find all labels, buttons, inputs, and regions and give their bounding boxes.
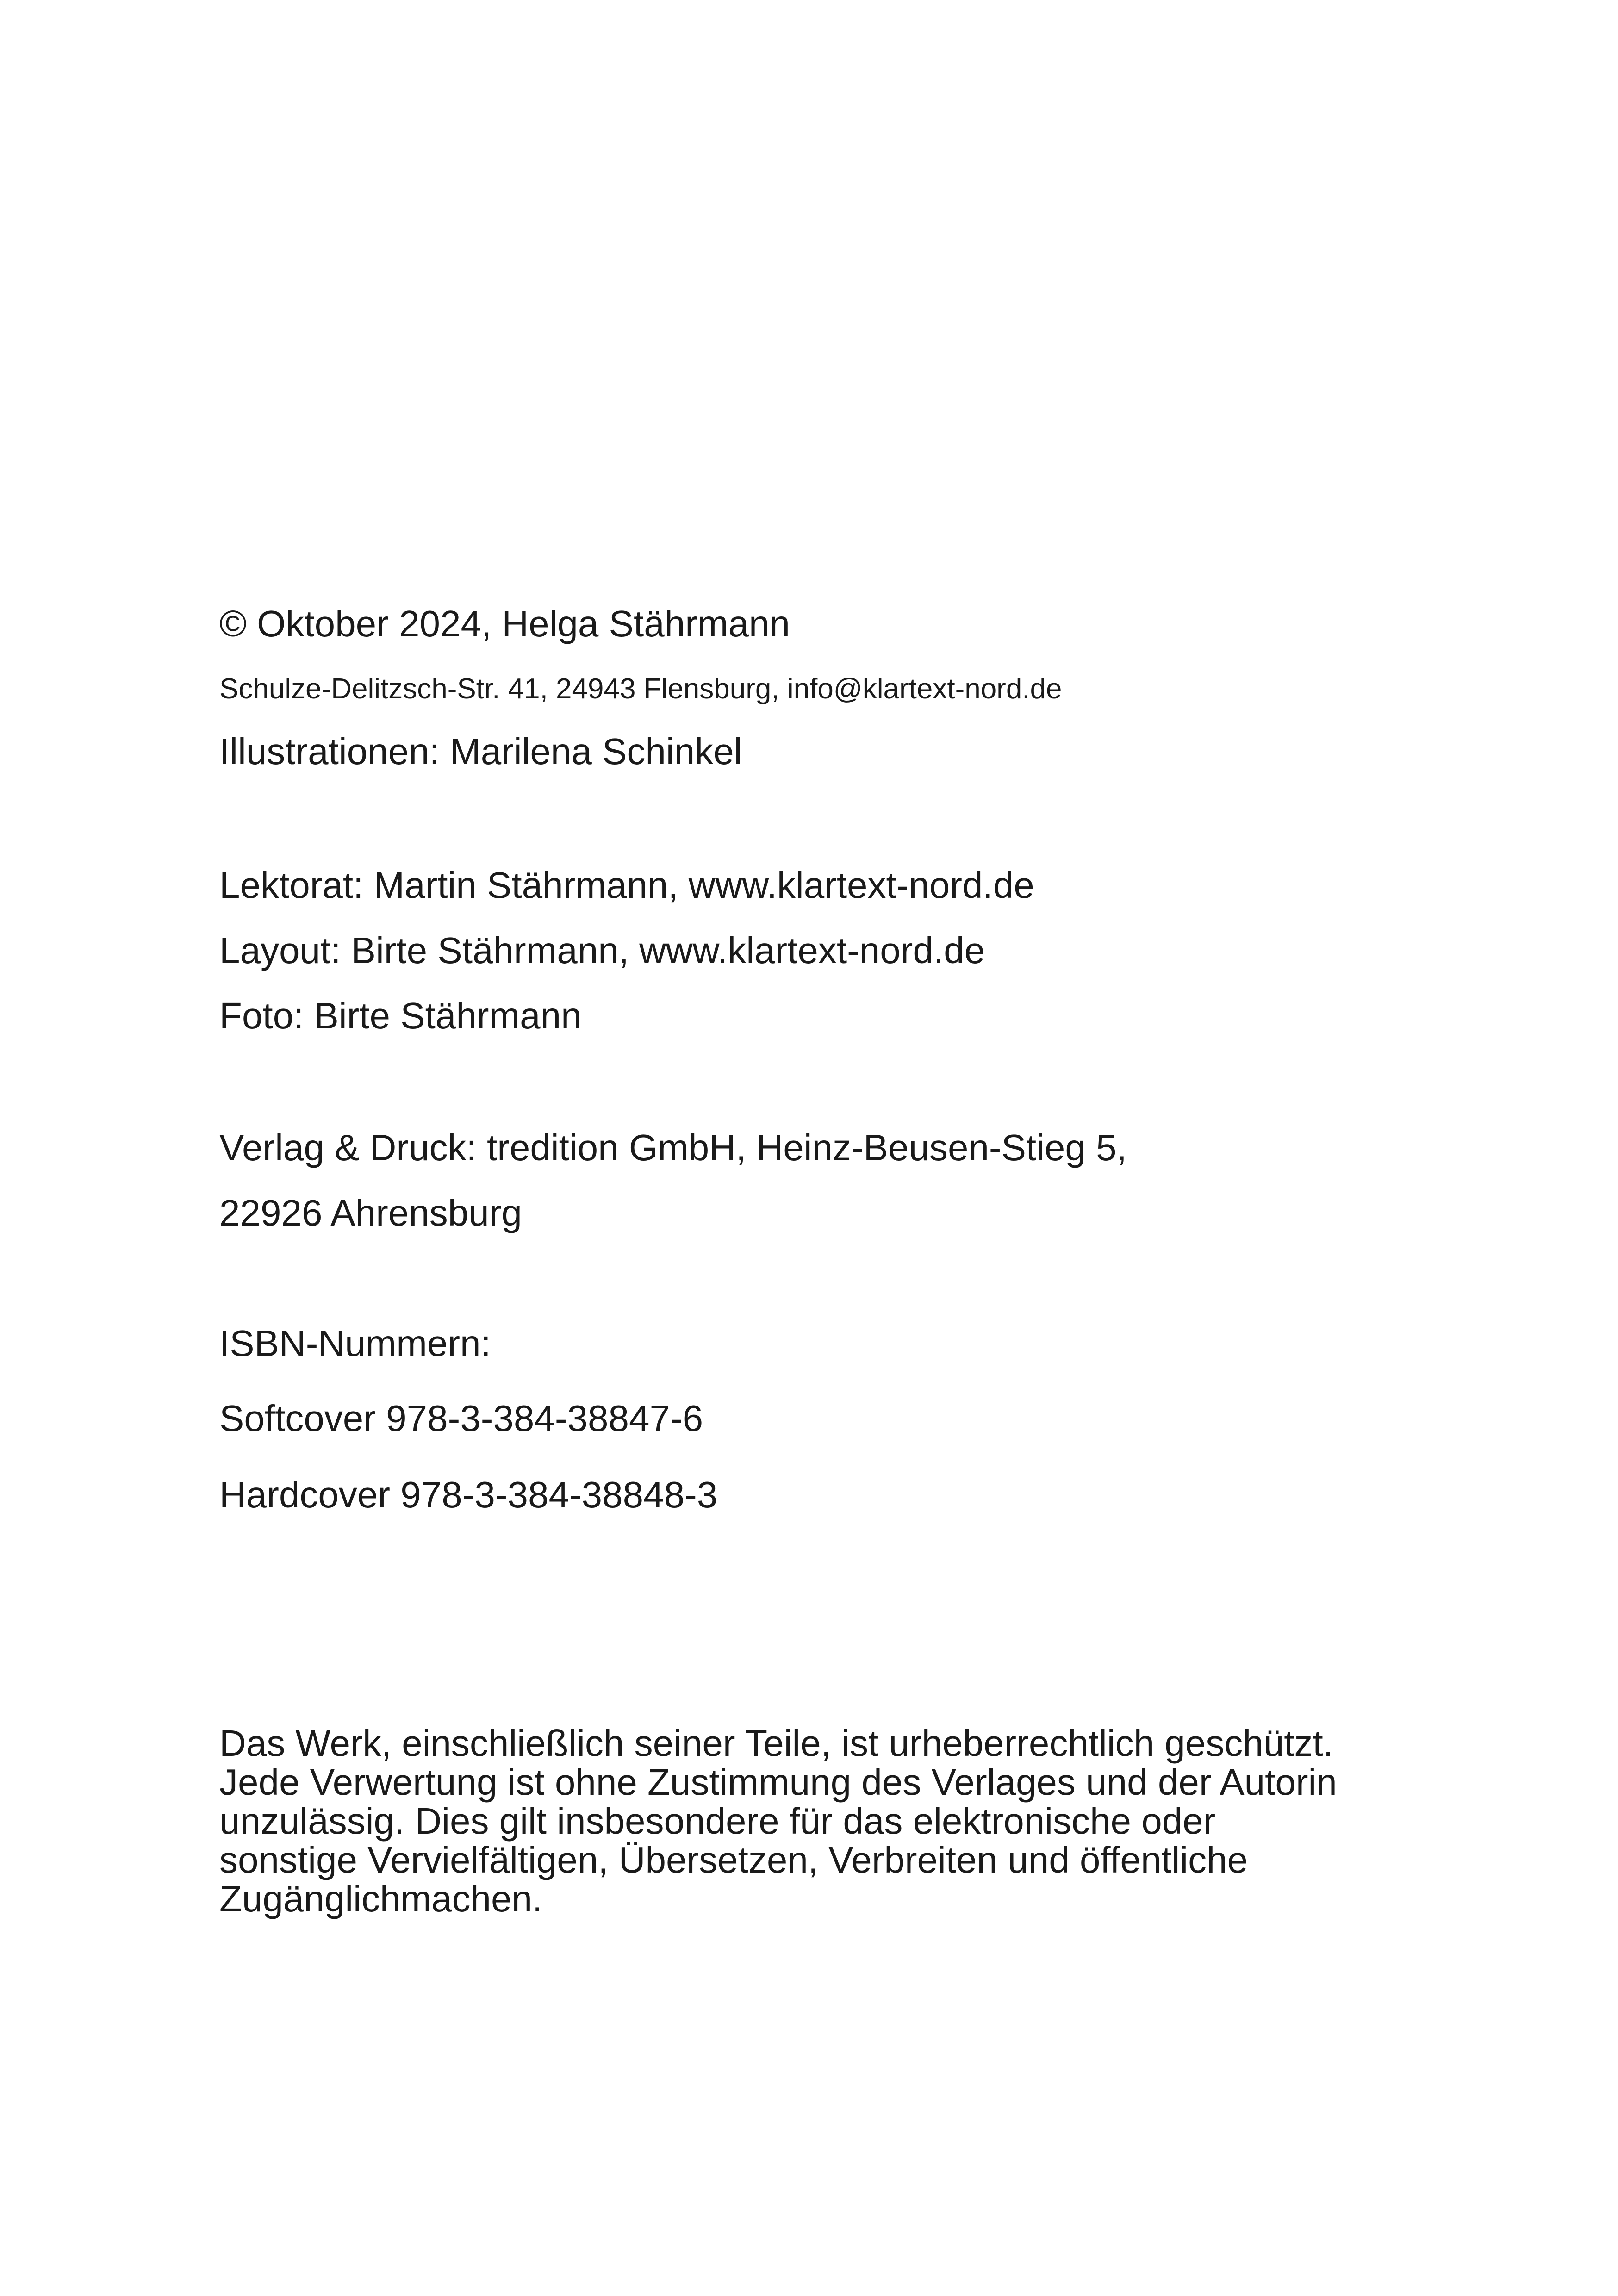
legal-notice-line: Zugänglichmachen. (219, 1878, 543, 1919)
publisher-line-2: 22926 Ahrensburg (219, 1192, 522, 1233)
legal-notice-line: sonstige Vervielfältigen, Übersetzen, Verbreiten und öffentliche (219, 1839, 1248, 1880)
publisher-line-1: Verlag & Druck: tredition GmbH, Heinz-Beusen-Stieg 5, (219, 1127, 1127, 1168)
address-line: Schulze-Delitzsch-Str. 41, 24943 Flensburg, info@klartext-nord.de (219, 673, 1062, 705)
layout-credit: Layout: Birte Stährmann, www.klartext-nord.de (219, 930, 985, 971)
copyright-line: © Oktober 2024, Helga Stährmann (219, 603, 790, 644)
isbn-softcover: Softcover 978-3-384-38847-6 (219, 1398, 703, 1439)
isbn-heading: ISBN-Nummern: (219, 1323, 491, 1364)
editing-credit: Lektorat: Martin Stährmann, www.klartext-nord.de (219, 865, 1034, 906)
legal-notice-line: Jede Verwertung ist ohne Zustimmung des Verlages und der Autorin (219, 1761, 1337, 1803)
legal-notice-line: unzulässig. Dies gilt insbesondere für das elektronische oder (219, 1800, 1216, 1842)
legal-notice (219, 1724, 1469, 1918)
photo-credit: Foto: Birte Stährmann (219, 995, 582, 1036)
illustrations-credit: Illustrationen: Marilena Schinkel (219, 731, 742, 772)
legal-notice-line: Das Werk, einschließlich seiner Teile, ist urheberrechtlich geschützt. (219, 1723, 1333, 1764)
isbn-hardcover: Hardcover 978-3-384-38848-3 (219, 1474, 718, 1515)
